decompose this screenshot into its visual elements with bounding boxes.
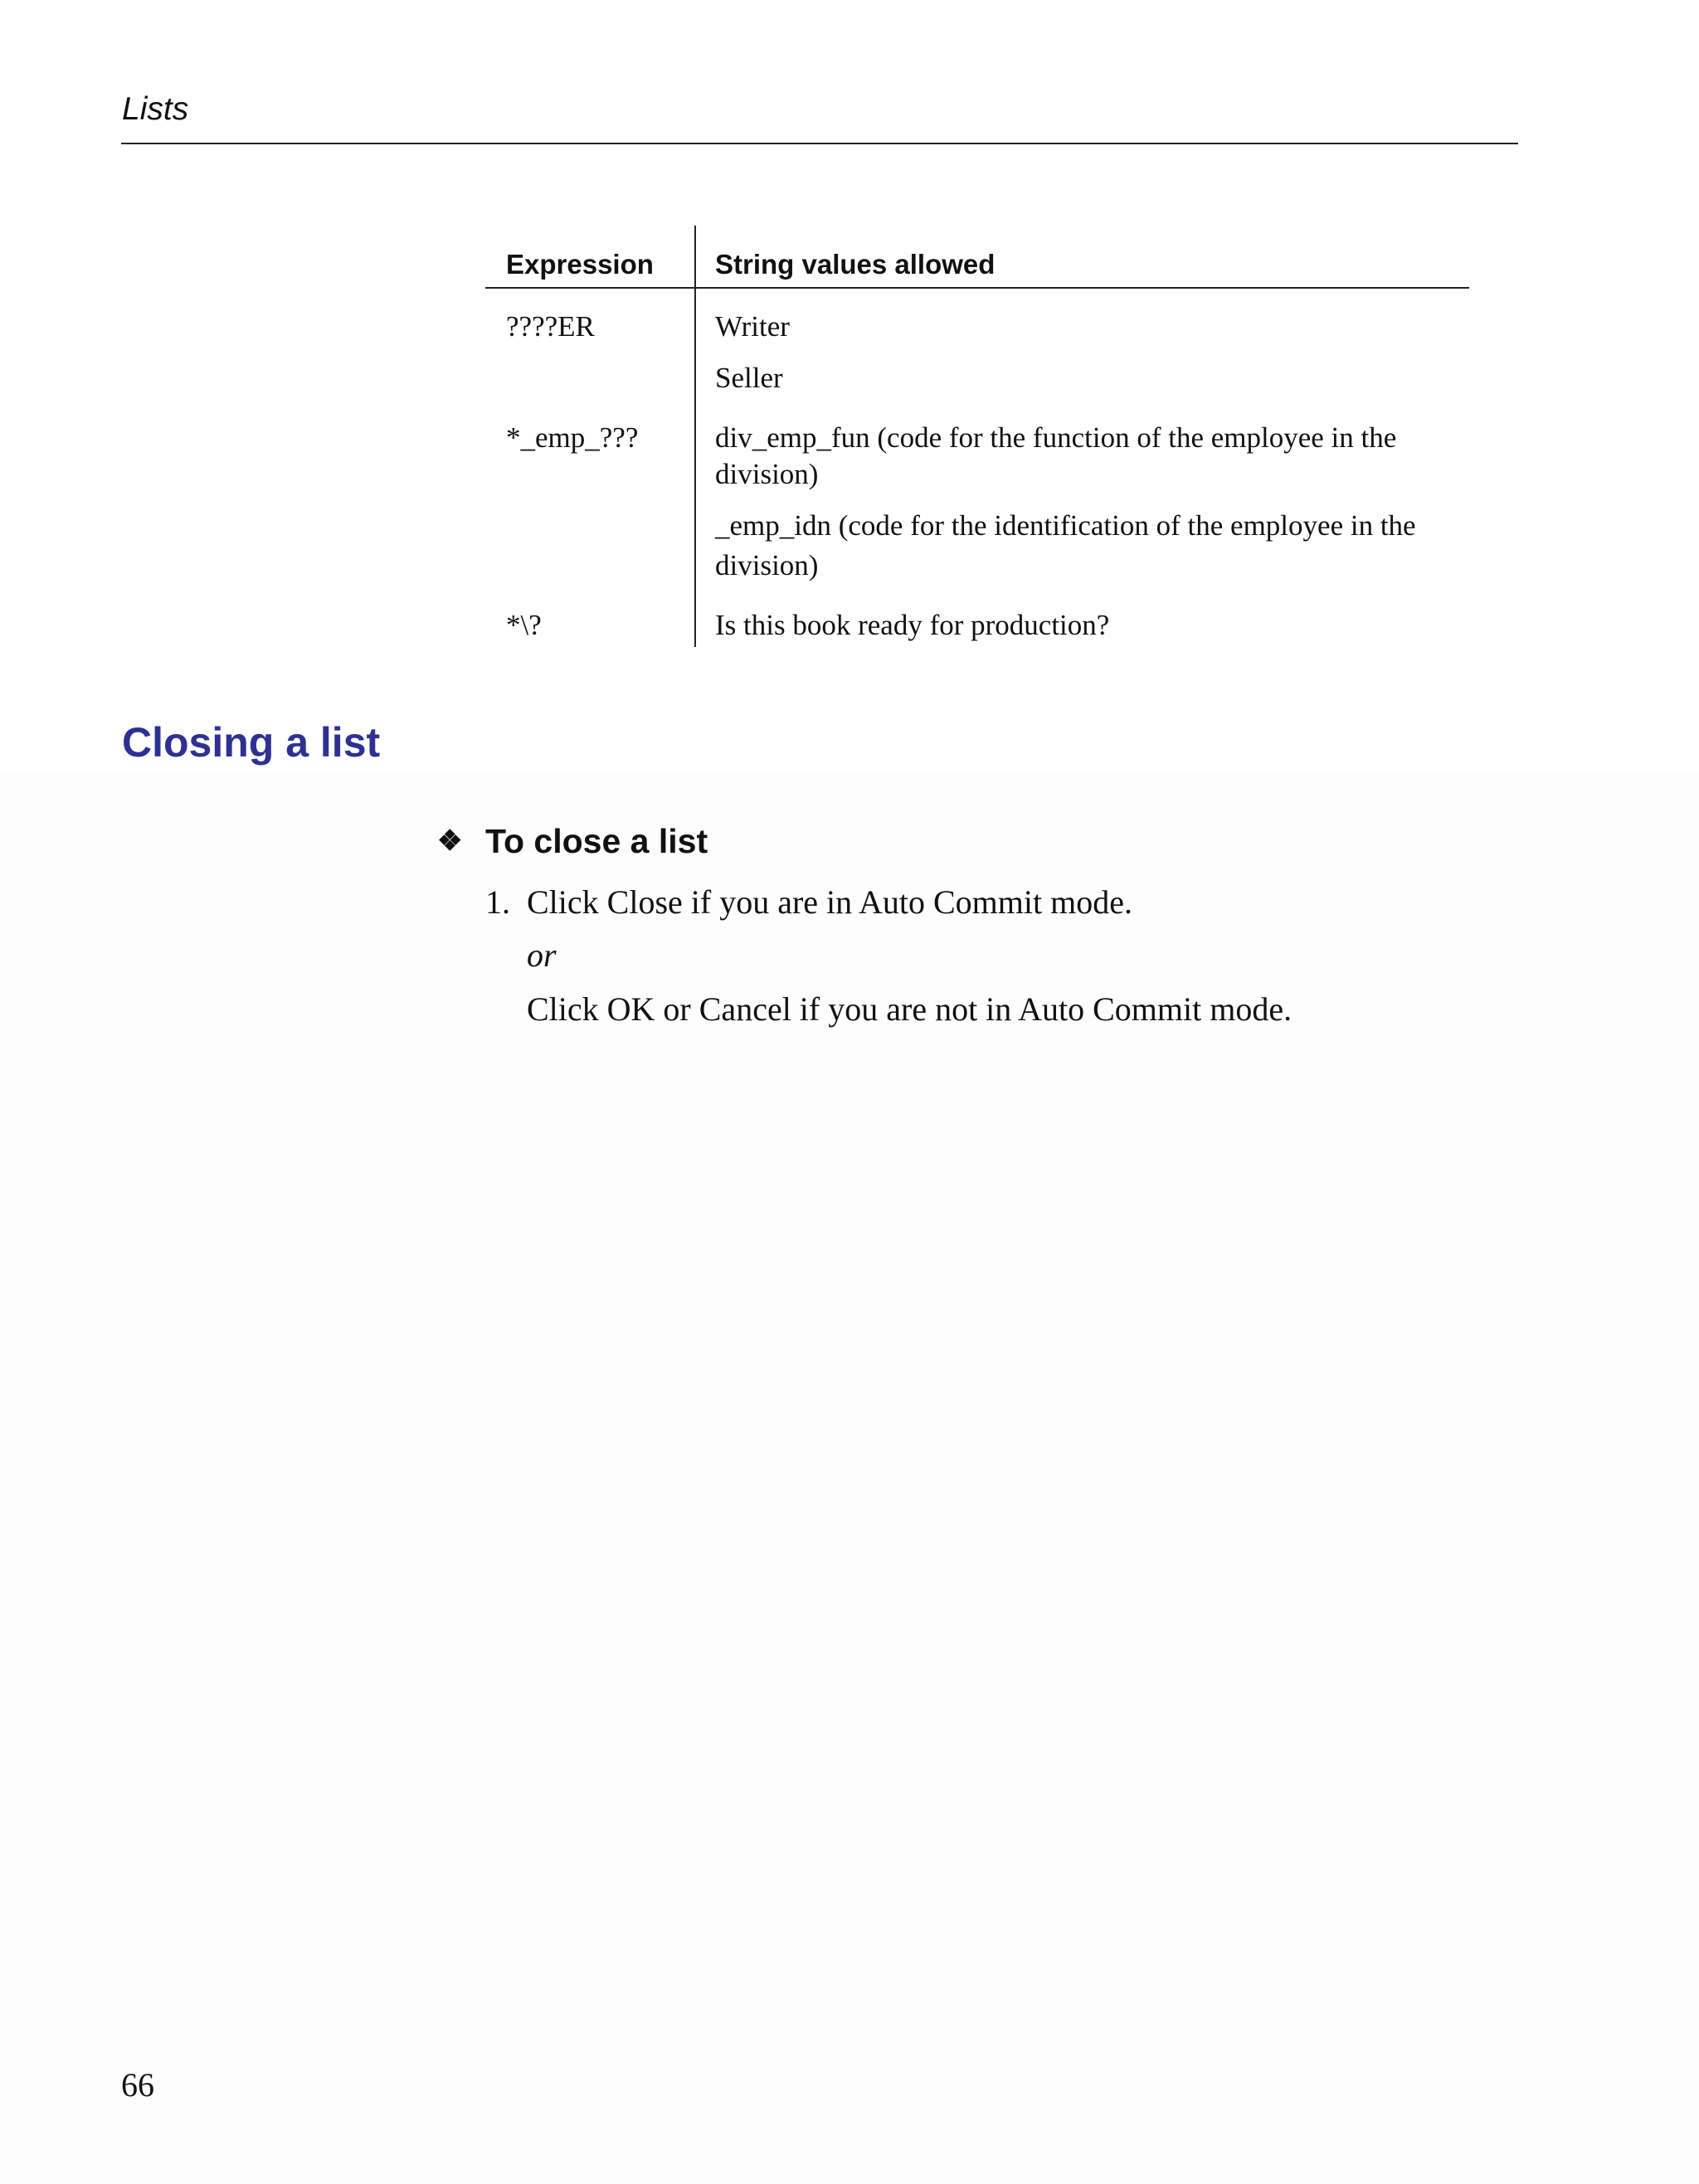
table-cell-value: division) [715, 458, 819, 490]
table-cell-value: _emp_idn (code for the identification of the employee in the [715, 509, 1416, 542]
step-text: Click Close if you are in Auto Commit mode. [527, 883, 1132, 921]
step-or: or [527, 936, 557, 974]
section-heading: Closing a list [122, 719, 381, 766]
table-cell-expression: *_emp_??? [506, 421, 639, 454]
table-cell-expression: ????ER [506, 310, 595, 343]
table-header-rule [485, 287, 1469, 289]
table-cell-value: div_emp_fun (code for the function of the employee in the [715, 421, 1397, 454]
step-number: 1. [485, 883, 510, 921]
diamond-bullet-icon: ❖ [437, 825, 463, 857]
table-cell-value: Seller [715, 362, 783, 394]
step-text-alternative: Click OK or Cancel if you are not in Auto Commit mode. [527, 990, 1293, 1028]
procedure-title-text: To close a list [485, 822, 708, 860]
table-cell-expression: *\? [506, 609, 542, 641]
table-cell-value: division) [715, 549, 819, 581]
page-number: 66 [121, 2066, 154, 2104]
page-background [0, 771, 1699, 2184]
table-cell-value: Is this book ready for production? [715, 609, 1110, 641]
running-head: Lists [122, 91, 189, 127]
expression-table [485, 226, 1469, 647]
table-cell-value: Writer [715, 310, 790, 343]
table-header-string-values: String values allowed [715, 249, 996, 280]
table-column-divider [694, 226, 696, 647]
table-header-expression: Expression [506, 249, 654, 280]
header-rule [121, 143, 1518, 144]
procedure-title [437, 822, 708, 861]
